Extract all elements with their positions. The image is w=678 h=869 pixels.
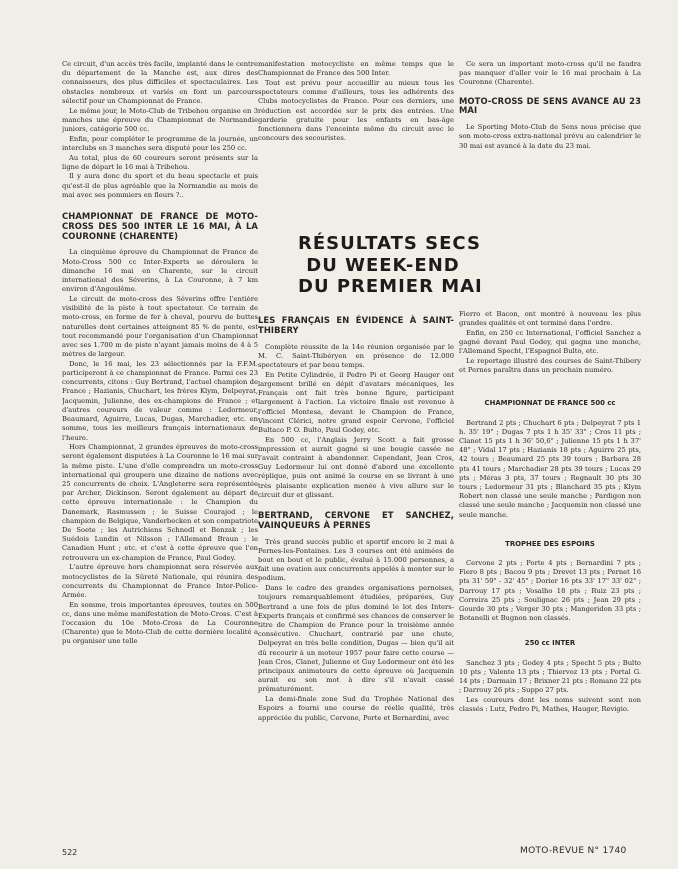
- paragraph: Enfin, en 250 cc International, l'officiel Sanchez a gagné devant Paul Godey, qui gagna une manche, l'Allemand Specht, l'Espagnol Bulto, etc.: [459, 328, 641, 356]
- results-espoirs: Cervone 2 pts ; Porte 4 pts ; Bernardini 7 pts ; Fiero 8 pts ; Bacou 9 pts ; Drevet 13 pts ; Pernet 16 pts 31' 59" - 32' 45" ; Dorier 16 pts 33' 17" 33' 02" ; Darrouy 17 pts ; Vosalho 18 pts ; Ruiz 23 pts ; Correira 25 pts ; Soulignac 26 pts ; Jean 29 pts ; Gourde 30 pts ; Verger 30 pts ; Mangeridon 33 pts ; Botanelli et Bugnon non classés.: [459, 559, 641, 623]
- paragraph: L'autre épreuve hors championnat sera réservée aux motocyclistes de la Sûreté Nationale, qui réunira des concurrents du Championnat de France Inter-Police-Armée.: [62, 563, 258, 599]
- paragraph: En Petite Cylindrée, il Pedro Pi et Georg Hauger ont largement brillé en dépit d'avatars mécaniques, les Français ont fait très bonne figure, participant largement à l'action. La victoire finale est revenue à l'officiel Montesa, devant le Champion de France, Vincent Clérici, notre grand espoir Cervone, l'officiel Bultaco P. O. Bulto, Paul Godey, etc.: [258, 370, 454, 434]
- paragraph: Le même jour, le Moto-Club de Tribehou organise en 3 manches une épreuve du Championnat de Normandie juniors, catégorie 500 cc.: [62, 106, 258, 133]
- paragraph: Complète réussite de la 14e réunion organisée par le M. C. Saint-Thibéryen en présence de 12.000 spectateurs et par beau temps.: [258, 342, 454, 369]
- paragraph: Le reportage illustré des courses de Saint-Thibery et Pernes paraîtra dans un prochain numéro.: [459, 357, 641, 375]
- paragraph: manifestation motocycliste en même temps que le Championnat de France des 500 Inter.: [258, 60, 454, 78]
- article-heading-la-couronne: CHAMPIONNAT DE FRANCE DE MOTO-CROSS DES 500 INTER LE 16 MAI, À LA COURONNE (CHARENTE): [62, 211, 258, 241]
- paragraph: Ce sera un important moto-cross qu'il ne faudra pas manquer d'aller voir le 16 mai prochain à La Couronne (Charente).: [459, 60, 641, 87]
- column-left: [62, 60, 258, 830]
- paragraph: La cinquième épreuve du Championnat de France de Moto-Cross 500 cc Inter-Experts se déroulera le dimanche 16 mai en Charente, sur le circuit international des Séverins, à La Couronne, à 7 km environ d'Angoulême.: [62, 248, 258, 294]
- results-250-inter: Sanchez 3 pts ; Godey 4 pts ; Specht 5 pts ; Bulto 10 pts ; Valente 13 pts ; Thiervoz 13 pts ; Portal G. 14 pts ; Darmain 17 ; Brixner 21 pts ; Romano 22 pts ; Darrouy 26 pts ; Suppo 27 pts.: [459, 658, 641, 695]
- magazine-issue: MOTO-REVUE N° 1740: [520, 846, 627, 856]
- paragraph: Au total, plus de 60 coureurs seront présents sur la ligne de départ le 16 mai à Tribehou.: [62, 153, 258, 171]
- article-heading-saint-thibery: LES FRANÇAIS EN ÉVIDENCE À SAINT-THIBERY: [258, 315, 454, 335]
- paragraph: Hors Championnat, 2 grandes épreuves de moto-cross seront également disputées à La Couronne le 16 mai sur la même piste. L'une d'elle comprendra un moto-cross international qui groupera une dizaine de nations avec 25 concurrents de choix. L'Angleterre sera représentée par Archer, Dickinson. Seront également au départ de cette épreuve internationale : le Champion du Danemark, Rasmussen ; le Suisse Courajod ; le champion de Belgique, Vanderbecken et son compatriote De Soete ; les Autrichiens Schnedl et Benzak ; les Suédois Lundin et Nilsson ; l'Allemand Braun ; le Canadien Hunt ; etc. et c'est à cette épreuve que l'on retrouvera un ex-champion de France, Paul Godey.: [62, 443, 258, 562]
- article-body-la-couronne: [62, 248, 258, 646]
- results-banner: [298, 233, 483, 309]
- paragraph: Le circuit de moto-cross des Séverins offre l'entière visibilité de la piste à tout spectateur. Ce terrain de moto-cross, en forme de fer à cheval, pourvu de buttes naturelles dont certaines atteignent 85 % de pente, est tout recommandé pour l'organisation d'un Championnat avec ses 1.700 m de piste n'ayant jamais moins de 4 à 5 mètres de largeur.: [62, 294, 258, 359]
- results-championnat: Bertrand 2 pts ; Chuchart 6 pts ; Delpeyrat 7 pts 1 h. 35' 19" ; Dugas 7 pts 1 h 35' 33" ; Cros 11 pts ; Clanet 15 pts 1 h 36' 50,6" ; Julienne 15 pts 1 h 37' 48" ; Vidal 17 pts ; Hazianis 18 pts ; Aguirre 25 pts, 42 tours ; Beaumard 25 pts 39 tours ; Barbara 28 pts 41 tours ; Marchadier 28 pts 39 tours ; Lucas 29 pts ; Méras 3 pts, 37 tours ; Regnault 30 pts 30 tours ; Ledormeur 31 pts ; Blanchard 35 pts ; Klym Robert non classé une seule manche ; Pardigon non classé une seule manche ; Jacquemin non classé une seule manche.: [459, 418, 641, 519]
- article-heading-sens: MOTO-CROSS DE SENS AVANCE AU 23 MAI: [459, 95, 641, 116]
- banner-line-2: DU WEEK-END: [306, 254, 460, 276]
- banner-line-1: RÉSULTATS SECS: [298, 233, 481, 254]
- column-middle: [258, 310, 454, 835]
- results-heading-250-inter: 250 cc INTER: [524, 639, 576, 648]
- paragraph: Le Sporting Moto-Club de Sens nous précise que son moto-cross extra-national prévu au calendrier le 30 mai est avancé à la date du 23 mai.: [459, 123, 641, 150]
- paragraph: Les coureurs dont les noms suivent sont non classés : Lutz, Pedro Pi, Mathes, Hauger, Revigio.: [459, 696, 641, 714]
- paragraph: En somme, trois importantes épreuves, toutes en 500 cc, dans une même manifestation de Moto-Cross. C'est à l'occasion du 10e Moto-Cross de La Couronne (Charente) que le Moto-Club de cette dernière localité a pu organiser une telle: [62, 600, 258, 646]
- paragraph: La demi-finale zone Sud du Trophée National des Espoirs a fourni une course de réelle qualité, très appréciée du public, Cervone, Porte et Bernardini, avec: [258, 695, 454, 722]
- paragraph: Donc, le 16 mai, les 23 sélectionnés par la F.F.M. participeront à ce championnat de France. Parmi ces 23 concurrents, citons : Guy Bertrand, l'actuel champion de France ; Hazianis, Chuchart, les frères Klym, Delpeyrat, Jacquemin, Julienne, des ex-champions de France ; et d'autres coureurs de valeur comme : Ledormeur, Beaumard, Aguirre, Lucas, Dugas, Marchadier, etc. en somme, tous les meilleurs français internationaux de l'heure.: [62, 359, 258, 442]
- column-right: [459, 310, 641, 835]
- paragraph: Très grand succès public et sportif encore le 2 mai à Pernes-les-Fontaines. Les 3 courses ont été animées de bout en bout et le public, évalué à 15.000 personnes, a fait une ovation aux concurrents appelés à monter sur le podium.: [258, 537, 454, 583]
- intro-text: [62, 60, 258, 200]
- paragraph: Fierro et Bacon, ont montré à nouveau les plus grandes qualités et ont terminé dans l'ordre.: [459, 310, 641, 328]
- paragraph: Tout est prévu pour accueillir au mieux tous les spectateurs comme d'ailleurs, tous les adhérents des Clubs motocyclistes de France. Pour ces derniers, une réduction est accordée sur le prix des entrées. Une garderie gratuite pour les enfants en bas-âge fonctionnera dans l'enceinte même du circuit avec le concours des secouristes.: [258, 78, 454, 143]
- results-heading-championnat: CHAMPIONNAT DE FRANCE 500 cc: [484, 399, 616, 408]
- paragraph: Il y aura donc du sport et du beau spectacle et puis qu'est-il de plus agréable que la Normandie au mois de mai avec ses pommiers en fleurs ?..: [62, 172, 258, 199]
- banner-line-3: DU PREMIER MAI: [298, 276, 483, 297]
- paragraph: Ce circuit, d'un accès très facile, implanté dans le centre du département de la Manche est, aux dires des connaisseurs, des plus difficiles et spectaculaires. Les obstacles nombreux et variés en font un parcours sélectif pour un Championnat de France.: [62, 60, 258, 105]
- paragraph: En 500 cc, l'Anglais Jerry Scott a fait grosse impression et aurait gagné si une bougie cassée ne l'avait contraint à abandonner. Cependant, Jean Cros, Guy Ledormeur lui ont donné d'abord une excellente réplique, puis ont animé la course en se livrant à une très plaisante explication menée à vive allure sur le circuit dur et glissant.: [258, 435, 454, 499]
- results-heading-espoirs: TROPHEE DES ESPOIRS: [505, 539, 595, 548]
- article-heading-pernes: BERTRAND, CERVONE ET SANCHEZ, VAINQUEURS À PERNES: [258, 510, 454, 530]
- paragraph: Enfin, pour compléter le programme de la journée, un interclubs en 3 manches sera disputé pour les 250 cc.: [62, 134, 258, 152]
- page-number: 522: [62, 848, 78, 857]
- column-middle-top: [258, 60, 454, 185]
- paragraph: Dans le cadre des grandes organisations pernoises, toujours remarquablement étudiées, préparées, Guy Bertrand a une fois de plus dominé le lot des Inters-Experts français et confirmé ses chances de conserver le titre de Champion de France pour la troisième année consécutive. Chuchart, contrarié par une chute, Delpeyrat en très belle condition, Dugas — bien qu'il ait dû recourir à un moteur 1957 pour faire cette course — Jean Cros, Clanet, Julienne et Guy Ledormeur ont été les principaux animateurs de cette épreuve où Jacquemin aurait eu son mot à dire s'il n'avait cassé prématurément.: [258, 584, 454, 694]
- column-right-top: [459, 60, 641, 200]
